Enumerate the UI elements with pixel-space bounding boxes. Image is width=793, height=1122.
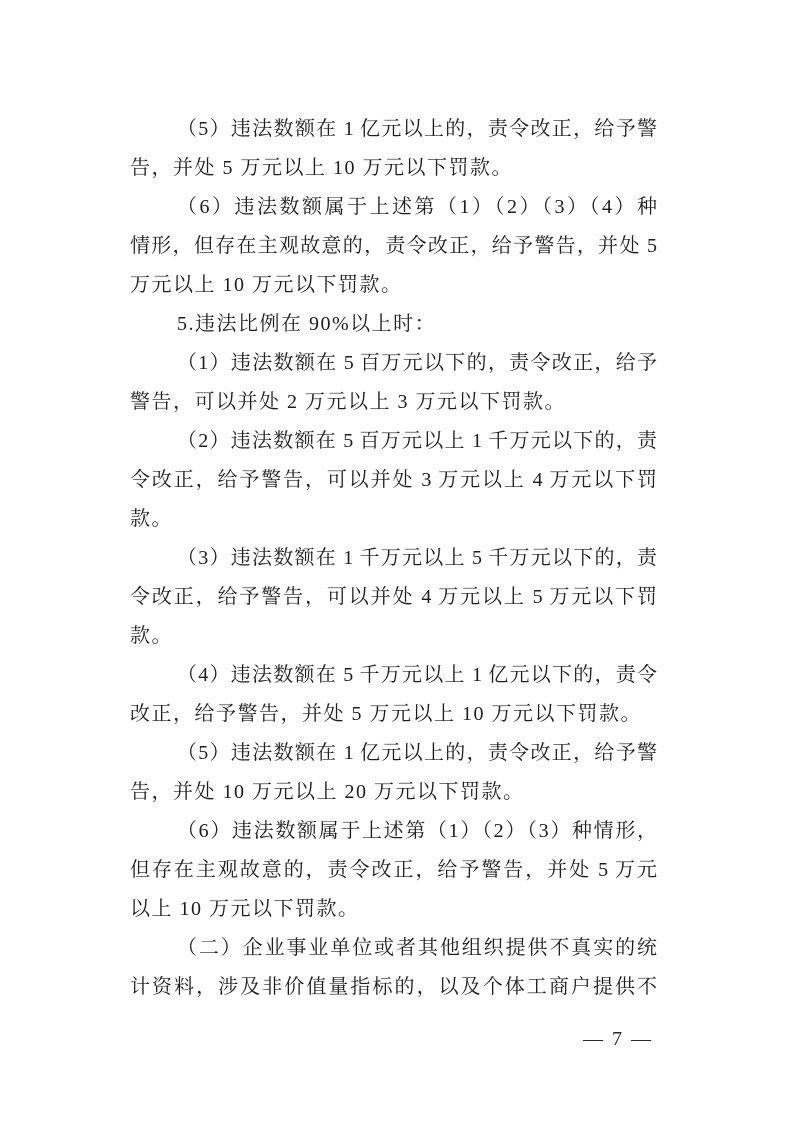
text-line: （5）违法数额在 1 亿元以上的，责令改正，给予警	[177, 118, 657, 140]
text-line: 情形，但存在主观故意的，责令改正，给予警告，并处 5	[130, 235, 657, 257]
text-line: （5）违法数额在 1 亿元以上的，责令改正，给予警	[177, 742, 657, 764]
text-line: 万元以上 10 万元以下罚款。	[130, 274, 403, 296]
text-line: （二）企业事业单位或者其他组织提供不真实的统	[177, 937, 657, 959]
text-line: （3）违法数额在 1 千万元以上 5 千万元以下的，责	[177, 547, 657, 569]
text-line: 令改正，给予警告，可以并处 3 万元以上 4 万元以下罚	[130, 469, 657, 491]
text-line: （2）违法数额在 5 百万元以上 1 千万元以下的，责	[177, 430, 657, 452]
text-line: 但存在主观故意的，责令改正，给予警告，并处 5 万元	[130, 859, 657, 881]
text-block	[130, 110, 657, 1007]
text-line: 款。	[130, 625, 173, 647]
text-line: 令改正，给予警告，可以并处 4 万元以上 5 万元以下罚	[130, 586, 657, 608]
text-line: 以上 10 万元以下罚款。	[130, 898, 360, 920]
text-line: 计资料，涉及非价值量指标的，以及个体工商户提供不	[130, 976, 657, 998]
text-line: （1）违法数额在 5 百万元以下的，责令改正，给予	[177, 352, 657, 374]
text-line: （6）违法数额属于上述第（1）（2）（3）（4）种	[177, 196, 657, 218]
text-line: 款。	[130, 508, 173, 530]
text-line: 告，并处 5 万元以上 10 万元以下罚款。	[130, 157, 513, 179]
text-line: （4）违法数额在 5 千万元以上 1 亿元以下的，责令	[177, 664, 657, 686]
text-line: 告，并处 10 万元以上 20 万元以下罚款。	[130, 781, 525, 803]
text-line: （6）违法数额属于上述第（1）（2）（3）种情形，	[177, 820, 657, 842]
text-line: 改正，给予警告，并处 5 万元以上 10 万元以下罚款。	[130, 703, 642, 725]
text-line: 5.违法比例在 90%以上时：	[177, 313, 437, 335]
text-line: 警告，可以并处 2 万元以上 3 万元以下罚款。	[130, 391, 566, 413]
page-number: — 7 —	[583, 1028, 653, 1050]
